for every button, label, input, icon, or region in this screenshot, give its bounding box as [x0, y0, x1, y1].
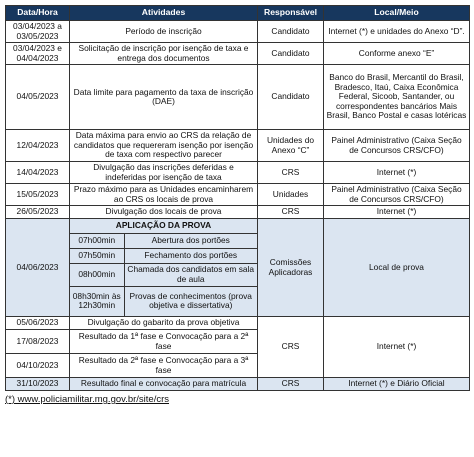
row-activity: Prazo máximo para as Unidades encaminharem ao CRS os locais de prova — [70, 184, 258, 206]
schedule-document — [5, 5, 469, 405]
aplicacao-item — [70, 263, 257, 286]
aplicacao-item — [70, 233, 257, 248]
aplicacao-location: Local de prova — [324, 219, 470, 317]
row-date: 05/06/2023 — [6, 317, 70, 330]
header-location: Local/Meio — [324, 6, 470, 21]
header-activities: Atividades — [70, 6, 258, 21]
table-row — [6, 130, 470, 162]
table-row — [6, 162, 470, 184]
row-location: Internet (*) e unidades do Anexo “D”. — [324, 21, 470, 43]
row-date: 14/04/2023 — [6, 162, 70, 184]
row-activity: Divulgação dos locais de prova — [70, 206, 258, 219]
table-row — [6, 378, 470, 391]
row-responsible: Unidades do Anexo “C” — [258, 130, 324, 162]
row-date: 26/05/2023 — [6, 206, 70, 219]
row-responsible: CRS — [258, 206, 324, 219]
table-row — [6, 184, 470, 206]
aplicacao-item — [70, 248, 257, 263]
aplicacao-time: 08h30min às 12h30min — [70, 286, 124, 316]
aplicacao-time: 08h00min — [70, 263, 124, 286]
aplicacao-desc: Abertura dos portões — [124, 233, 257, 248]
row-location: Conforme anexo “E” — [324, 43, 470, 65]
table-row — [6, 21, 470, 43]
row-activity: Data limite para pagamento da taxa de inscrição (DAE) — [70, 65, 258, 130]
post-location: Internet (*) — [324, 317, 470, 378]
row-location: Painel Administrativo (Caixa Seção de Concursos CRS/CFO) — [324, 130, 470, 162]
table-header-row — [6, 6, 470, 21]
row-activity: Resultado final e convocação para matrícula — [70, 378, 258, 391]
table-row — [6, 317, 470, 330]
aplicacao-block — [70, 219, 258, 317]
row-activity: Período de inscrição — [70, 21, 258, 43]
row-activity: Solicitação de inscrição por isenção de taxa e entrega dos documentos — [70, 43, 258, 65]
footnote — [5, 394, 469, 405]
row-location: Internet (*) — [324, 206, 470, 219]
aplicacao-desc: Fechamento dos portões — [124, 248, 257, 263]
row-activity: Resultado da 1ª fase e Convocação para a 2ª fase — [70, 330, 258, 354]
row-activity: Divulgação do gabarito da prova objetiva — [70, 317, 258, 330]
row-location: Internet (*) — [324, 162, 470, 184]
row-responsible: Unidades — [258, 184, 324, 206]
aplicacao-row — [6, 219, 470, 317]
row-date: 17/08/2023 — [6, 330, 70, 354]
aplicacao-item — [70, 286, 257, 316]
footnote-link[interactable]: (*) www.policiamilitar.mg.gov.br/site/crs — [5, 394, 170, 405]
row-responsible: Candidato — [258, 21, 324, 43]
aplicacao-date: 04/06/2023 — [6, 219, 70, 317]
row-date: 12/04/2023 — [6, 130, 70, 162]
row-responsible: CRS — [258, 162, 324, 184]
aplicacao-time: 07h00min — [70, 233, 124, 248]
row-location: Banco do Brasil, Mercantil do Brasil, Bradesco, Itaú, Caixa Econômica Federal, Sicoob, Santander, ou correspondentes bancários Mais Brasil, Banco Postal e casas lotéricas — [324, 65, 470, 130]
row-date: 31/10/2023 — [6, 378, 70, 391]
row-responsible: Candidato — [258, 65, 324, 130]
schedule-table — [5, 5, 470, 391]
aplicacao-responsible: Comissões Aplicadoras — [258, 219, 324, 317]
row-activity: Data máxima para envio ao CRS da relação de candidatos que requereram isenção por isenção de taxa com respectivo parecer — [70, 130, 258, 162]
row-responsible: Candidato — [258, 43, 324, 65]
post-responsible: CRS — [258, 317, 324, 378]
row-date: 03/04/2023 a 03/05/2023 — [6, 21, 70, 43]
row-location: Internet (*) e Diário Oficial — [324, 378, 470, 391]
row-responsible: CRS — [258, 378, 324, 391]
aplicacao-title-row — [70, 219, 257, 233]
table-row — [6, 43, 470, 65]
header-responsible: Responsável — [258, 6, 324, 21]
aplicacao-inner-table — [70, 219, 257, 316]
aplicacao-desc: Provas de conhecimentos (prova objetiva e dissertativa) — [124, 286, 257, 316]
table-row — [6, 65, 470, 130]
aplicacao-desc: Chamada dos candidatos em sala de aula — [124, 263, 257, 286]
row-date: 04/10/2023 — [6, 354, 70, 378]
row-location: Painel Administrativo (Caixa Seção de Concursos CRS/CFO) — [324, 184, 470, 206]
row-activity: Resultado da 2ª fase e Convocação para a 3ª fase — [70, 354, 258, 378]
aplicacao-time: 07h50min — [70, 248, 124, 263]
row-activity: Divulgação das inscrições deferidas e indeferidas por isenção de taxa — [70, 162, 258, 184]
row-date: 15/05/2023 — [6, 184, 70, 206]
row-date: 03/04/2023 e 04/04/2023 — [6, 43, 70, 65]
table-row — [6, 206, 470, 219]
aplicacao-title: APLICAÇÃO DA PROVA — [70, 219, 257, 233]
header-date: Data/Hora — [6, 6, 70, 21]
row-date: 04/05/2023 — [6, 65, 70, 130]
